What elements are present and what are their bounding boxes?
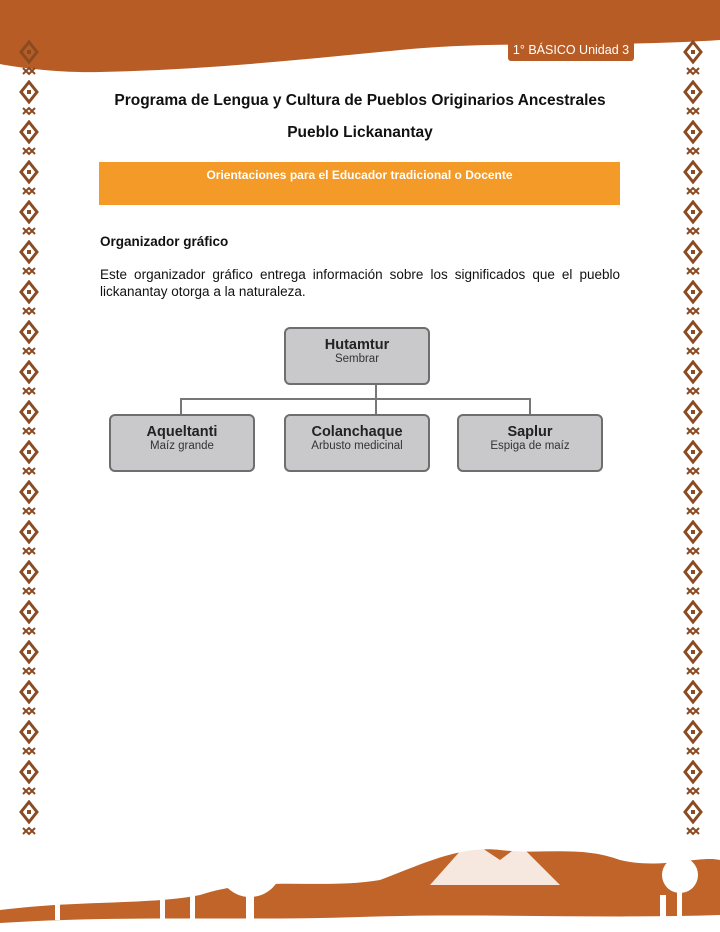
connector-line (180, 398, 530, 400)
decorative-border-right (682, 40, 704, 840)
node-subtitle: Arbusto medicinal (311, 440, 403, 452)
section-heading: Organizador gráfico (100, 234, 229, 249)
section-banner (99, 162, 620, 205)
root-node (284, 327, 430, 385)
node-subtitle: Maíz grande (150, 440, 214, 452)
connector-line (375, 398, 377, 414)
node-title: Colanchaque (311, 424, 403, 440)
node-subtitle: Espiga de maíz (490, 440, 570, 452)
unit-badge: 1° BÁSICO Unidad 3 (508, 39, 634, 61)
node-title: Saplur (507, 424, 553, 440)
child-node (457, 414, 603, 472)
banner-label: Orientaciones para el Educador tradicional o Docente (206, 168, 513, 182)
intro-paragraph: Este organizador gráfico entrega información sobre los significados que el pueblo lickanantay otorga a la naturaleza. (100, 267, 620, 299)
connector-line (529, 398, 531, 414)
node-title: Hutamtur (324, 337, 390, 353)
node-title: Aqueltanti (146, 424, 218, 440)
node-subtitle: Sembrar (334, 353, 380, 365)
child-node (109, 414, 255, 472)
connector-line (180, 398, 182, 414)
footer-landscape (0, 815, 720, 932)
decorative-border-left (18, 40, 40, 840)
people-title: Pueblo Lickanantay (287, 124, 433, 141)
child-node (284, 414, 430, 472)
program-title: Programa de Lengua y Cultura de Pueblos Originarios Ancestrales (114, 92, 606, 109)
